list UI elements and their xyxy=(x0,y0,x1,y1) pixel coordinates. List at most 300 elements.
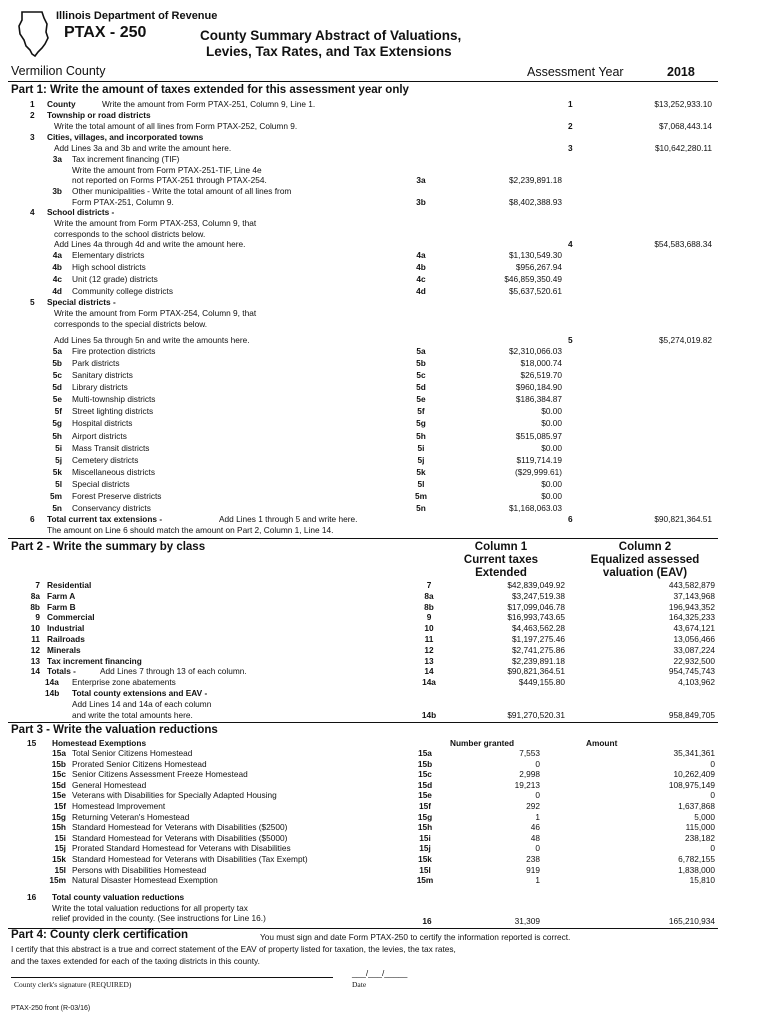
line-description: Fire protection districts xyxy=(72,346,156,356)
part1-line xyxy=(0,274,770,285)
line-label: 15k xyxy=(52,854,66,864)
line-16-instruction-2: relief provided in the county. (See instructions for Line 16.) xyxy=(52,913,266,923)
line-description: Forest Preserve districts xyxy=(72,491,162,501)
line-number: 15 xyxy=(27,738,37,748)
line-ref: 5h xyxy=(416,431,426,441)
line-value: $8,402,388.93 xyxy=(508,197,562,207)
column2-value: 443,582,879 xyxy=(668,580,715,590)
date-label: Date xyxy=(352,980,367,989)
line-ref: 15m xyxy=(416,875,434,886)
part3-line xyxy=(0,759,770,770)
line-ref: 3a xyxy=(416,175,426,185)
column1-value: $16,993,743.65 xyxy=(507,612,565,623)
part3-line xyxy=(0,801,770,812)
signature-label: County clerk's signature (REQUIRED) xyxy=(14,980,132,989)
total-value: $13,252,933.10 xyxy=(654,99,712,109)
form-revision: PTAX-250 front (R-03/16) xyxy=(11,1005,91,1012)
line-ref: 4c xyxy=(416,274,426,284)
signature-line[interactable] xyxy=(11,977,333,978)
part3-line xyxy=(0,790,770,801)
certification-text-2: and the taxes extended for each of the taxing districts in this county. xyxy=(11,956,260,966)
column2-value: 22,932,500 xyxy=(673,655,715,666)
line-description: Library districts xyxy=(72,382,128,392)
line-16 xyxy=(0,916,770,927)
line-number: 1 xyxy=(30,99,35,109)
line-16-title xyxy=(0,892,770,903)
line-label: 4b xyxy=(52,262,62,272)
part2-line xyxy=(0,591,770,602)
line-ref: 5n xyxy=(416,503,426,513)
line-ref: 14a xyxy=(422,677,436,687)
column2-header-l1: Column 2 xyxy=(618,541,672,553)
amount-value: 1,637,868 xyxy=(678,801,715,811)
amount-header: Amount xyxy=(586,738,618,748)
part1-line xyxy=(0,455,770,466)
line-ref: 3b xyxy=(416,197,426,207)
line-value: $0.00 xyxy=(541,491,562,501)
total-value: $54,583,688.34 xyxy=(654,239,712,249)
amount-value: 0 xyxy=(710,758,715,769)
line-ref: 15e xyxy=(418,790,432,801)
line-ref: 9 xyxy=(426,612,432,623)
number-granted-value: 31,309 xyxy=(514,916,540,926)
line-label: 5b xyxy=(52,358,62,368)
column2-value: 4,103,962 xyxy=(678,677,715,687)
part1-line xyxy=(0,218,770,229)
line-ref: 5c xyxy=(416,370,426,380)
line-description: Total Senior Citizens Homestead xyxy=(72,748,193,758)
line-ref: 16 xyxy=(422,916,432,926)
part2-line xyxy=(0,666,770,677)
column2-header-l2: Equalized assessed xyxy=(590,554,700,566)
line-ref: 5f xyxy=(417,406,425,416)
line-label: 5d xyxy=(52,382,62,392)
line-ref: 5l xyxy=(417,479,425,489)
line-value: $119,714.19 xyxy=(516,455,562,465)
line-label: Totals - xyxy=(47,666,76,677)
amount-value: 5,000 xyxy=(694,811,715,822)
total-value: $5,274,019.82 xyxy=(658,335,712,345)
part1-line xyxy=(0,467,770,478)
line-number: 8a xyxy=(30,590,40,601)
line-ref: 5g xyxy=(416,418,426,428)
part3-line xyxy=(0,769,770,780)
line-description: Add Lines 3a and 3b and write the amount here. xyxy=(54,143,232,153)
line-description: not reported on Forms PTAX-251 through PTAX-254. xyxy=(72,175,267,185)
line-label: Railroads xyxy=(47,634,85,644)
part3-heading: Part 3 - Write the valuation reductions xyxy=(11,724,218,736)
number-granted-value: 1 xyxy=(535,875,540,886)
line-number: 13 xyxy=(30,655,40,666)
part1-line xyxy=(0,394,770,405)
line-description: General Homestead xyxy=(72,779,147,790)
line-description: Natural Disaster Homestead Exemption xyxy=(72,875,218,886)
total-value: $10,642,280.11 xyxy=(654,143,712,153)
number-granted-value: 19,213 xyxy=(514,779,540,790)
line-label: 5n xyxy=(52,503,62,513)
line-number: 7 xyxy=(35,580,40,590)
assessment-year-value: 2018 xyxy=(667,65,695,79)
line-label: 15c xyxy=(52,769,66,780)
line-value: $1,168,063.03 xyxy=(508,503,562,513)
part1-line xyxy=(0,358,770,369)
line-description: Multi-township districts xyxy=(72,394,156,404)
line-ref: 5d xyxy=(416,382,426,392)
line-ref: 12 xyxy=(424,644,434,655)
line-value: $2,310,066.03 xyxy=(508,346,562,356)
line-ref: 5a xyxy=(416,346,426,356)
part1-heading: Part 1: Write the amount of taxes extended for this assessment year only xyxy=(11,84,409,96)
line-number: 10 xyxy=(30,623,40,634)
line-label: Township or road districts xyxy=(47,110,151,120)
line-ref: 7 xyxy=(426,580,432,590)
line-label: Industrial xyxy=(47,623,85,634)
line-description: Elementary districts xyxy=(72,250,145,260)
amount-value: 1,838,000 xyxy=(678,864,715,875)
line-description: Form PTAX-251, Column 9. xyxy=(72,197,174,207)
number-granted-value: 0 xyxy=(535,758,540,769)
part3-line xyxy=(0,822,770,833)
total-line-ref: 5 xyxy=(568,335,573,345)
part1-line xyxy=(0,406,770,417)
column2-value: 13,056,466 xyxy=(673,634,715,644)
part1-line xyxy=(0,308,770,319)
line-label: 5i xyxy=(55,443,62,453)
part1-line xyxy=(0,370,770,381)
line-number: 6 xyxy=(30,514,35,524)
total-value: $7,068,443.14 xyxy=(658,121,712,131)
column1-value: $449,155.80 xyxy=(518,677,565,687)
amount-value: 0 xyxy=(710,843,715,854)
line-description: Prorated Senior Citizens Homestead xyxy=(72,758,207,769)
column1-value: $3,247,519.38 xyxy=(511,590,565,601)
line-description: Tax increment financing (TIF) xyxy=(72,154,180,164)
line-label: Tax increment financing xyxy=(47,655,142,666)
line-ref: 14b xyxy=(421,710,437,720)
column2-value: 954,745,743 xyxy=(668,666,715,677)
part3-line xyxy=(0,748,770,759)
department-name: Illinois Department of Revenue xyxy=(56,10,218,22)
part1-line xyxy=(0,110,770,121)
line-ref: 15k xyxy=(418,854,432,864)
line-description: corresponds to the school districts below. xyxy=(54,229,206,239)
date-field[interactable]: ___/___/_____ xyxy=(352,968,408,978)
part1-line xyxy=(0,297,770,308)
part2-line xyxy=(0,623,770,634)
line-label: County xyxy=(47,99,76,109)
number-granted-value: 919 xyxy=(526,864,540,875)
number-granted-value: 238 xyxy=(526,854,540,864)
part1-line xyxy=(0,479,770,490)
line-6-total xyxy=(0,514,770,525)
number-granted-value: 1 xyxy=(535,811,540,822)
part1-line xyxy=(0,346,770,357)
line-value: $5,637,520.61 xyxy=(508,286,562,296)
line-number: 14 xyxy=(30,666,40,677)
line-value: $1,130,549.30 xyxy=(508,250,562,260)
part1-line xyxy=(0,250,770,261)
form-title-line2: Levies, Tax Rates, and Tax Extensions xyxy=(206,44,452,59)
column2-header-l3: valuation (EAV) xyxy=(602,567,688,579)
line-6-note: The amount on Line 6 should match the amount on Part 2, Column 1, Line 14. xyxy=(47,525,334,535)
column1-value: $91,270,520.31 xyxy=(507,710,565,720)
line-label: Special districts - xyxy=(47,297,116,307)
line-description: Unit (12 grade) districts xyxy=(72,274,158,284)
line-description: Enterprise zone abatements xyxy=(72,677,176,687)
line-ref: 15f xyxy=(419,801,431,811)
line-label: 4d xyxy=(52,286,62,296)
line-label: 5g xyxy=(52,418,62,428)
line-description: Conservancy districts xyxy=(72,503,151,513)
certification-note: You must sign and date Form PTAX-250 to certify the information reported is correct. xyxy=(260,932,571,942)
part1-line xyxy=(0,175,770,186)
part1-line xyxy=(0,418,770,429)
line-ref: 15l xyxy=(419,864,431,875)
line-label: 15a xyxy=(52,748,66,758)
part1-line xyxy=(0,491,770,502)
column2-value: 958,849,705 xyxy=(668,710,715,720)
header-rule xyxy=(8,81,718,82)
line-ref: 10 xyxy=(424,623,434,634)
part2-rule xyxy=(8,722,718,723)
total-line-ref: 4 xyxy=(568,239,573,249)
line-ref: 15a xyxy=(418,748,432,758)
column1-value: $90,821,364.51 xyxy=(507,666,565,677)
line-ref: 8b xyxy=(424,601,434,612)
line-description: Veterans with Disabilities for Specially Adapted Housing xyxy=(72,790,277,801)
part3-line xyxy=(0,833,770,844)
line-ref: 8a xyxy=(424,590,434,601)
line-ref: 14 xyxy=(424,666,434,677)
line-number: 11 xyxy=(31,634,40,644)
line-label: 5m xyxy=(50,491,62,501)
form-title-line1: County Summary Abstract of Valuations, xyxy=(200,28,462,43)
line-description: Sanitary districts xyxy=(72,370,133,380)
column1-header-l1: Column 1 xyxy=(474,541,528,553)
part2-line xyxy=(0,612,770,623)
line-label: School districts - xyxy=(47,207,115,217)
line-label: 5a xyxy=(52,346,62,356)
amount-value: 15,810 xyxy=(689,875,715,886)
amount-value: 115,000 xyxy=(685,822,715,833)
part1-line xyxy=(0,239,770,250)
line-description: Community college districts xyxy=(72,286,173,296)
line-description: Airport districts xyxy=(72,431,127,441)
illinois-state-logo xyxy=(16,10,52,58)
amount-value: 6,782,155 xyxy=(678,854,715,864)
line-ref: 4a xyxy=(416,250,426,260)
line-description: Total county valuation reductions xyxy=(52,892,185,902)
line-description: Write the amount from Form PTAX-251-TIF, Line 4e xyxy=(72,165,262,175)
line-description: Senior Citizens Assessment Freeze Homestead xyxy=(72,769,248,780)
line-description: Special districts xyxy=(72,479,130,489)
line-value: $0.00 xyxy=(541,443,562,453)
line-value: $956,267.94 xyxy=(515,262,562,272)
line-ref: 15d xyxy=(417,779,433,790)
column1-value: $42,839,049.92 xyxy=(507,580,565,590)
line-6-instruction: Add Lines 1 through 5 and write here. xyxy=(219,514,358,524)
part1-line xyxy=(0,431,770,442)
line-description: Homestead Improvement xyxy=(72,801,166,811)
line-14a xyxy=(0,677,770,688)
line-description: Total county extensions and EAV - xyxy=(72,688,208,698)
amount-value: 238,182 xyxy=(685,832,715,843)
number-granted-value: 0 xyxy=(535,790,540,801)
number-granted-header: Number granted xyxy=(450,738,515,748)
line-description: and write the total amounts here. xyxy=(72,710,193,720)
line-number: 16 xyxy=(27,892,37,902)
amount-value: 35,341,361 xyxy=(673,748,715,758)
line-label: 5c xyxy=(52,370,62,380)
column1-header-l2: Current taxes xyxy=(463,554,539,566)
line-label: 3a xyxy=(52,154,62,164)
line-label: 4a xyxy=(52,250,62,260)
number-granted-value: 292 xyxy=(526,801,540,811)
total-line-ref: 2 xyxy=(568,121,573,131)
line-ref: 5m xyxy=(415,491,427,501)
part1-line xyxy=(0,186,770,197)
column1-value: $2,239,891.18 xyxy=(511,655,565,666)
line-ref: 4b xyxy=(416,262,426,272)
line-label: 5j xyxy=(55,455,62,465)
part3-line xyxy=(0,780,770,791)
line-label: Farm A xyxy=(47,590,76,601)
line-value: $2,239,891.18 xyxy=(508,175,562,185)
line-ref: 5b xyxy=(416,358,426,368)
line-description: Add Lines 7 through 13 of each column. xyxy=(100,666,247,677)
line-description: Other municipalities - Write the total amount of all lines from xyxy=(72,186,292,196)
line-14b xyxy=(0,710,770,721)
line-description: Write the total amount of all lines from Form PTAX-252, Column 9. xyxy=(54,121,298,131)
line-description: Standard Homestead for Veterans with Disabilities ($2500) xyxy=(72,822,288,833)
line-ref: 5k xyxy=(416,467,426,477)
line-label: Minerals xyxy=(47,644,81,655)
line-label: 15f xyxy=(54,801,66,811)
county-name: Vermilion County xyxy=(11,64,106,78)
line-description: Hospital districts xyxy=(72,418,133,428)
number-granted-value: 0 xyxy=(535,843,540,854)
line-number: 5 xyxy=(30,297,35,307)
line-number: 4 xyxy=(30,207,35,217)
part1-line xyxy=(0,335,770,346)
line-description: Persons with Disabilities Homestead xyxy=(72,864,207,875)
line-description: Homestead Exemptions xyxy=(52,738,147,748)
part1-line xyxy=(0,319,770,330)
line-label: 4c xyxy=(52,274,62,284)
part2-heading: Part 2 - Write the summary by class xyxy=(11,541,206,553)
part1-line xyxy=(0,132,770,143)
line-description: Standard Homestead for Veterans with Disabilities ($5000) xyxy=(72,832,288,843)
part2-line xyxy=(0,634,770,645)
line-label: 15j xyxy=(54,843,66,854)
part3-line xyxy=(0,875,770,886)
amount-value: 108,975,149 xyxy=(668,779,715,790)
number-granted-value: 2,998 xyxy=(519,769,540,780)
line-label: 15l xyxy=(54,864,66,875)
line-value: $46,859,350.49 xyxy=(504,274,562,284)
line-label: 5h xyxy=(52,431,62,441)
line-6-value: $90,821,364.51 xyxy=(654,514,712,524)
line-value: ($29,999.61) xyxy=(514,467,562,477)
part2-line xyxy=(0,645,770,656)
amount-value: 165,210,934 xyxy=(668,916,715,926)
column1-value: $1,197,275.46 xyxy=(511,634,565,644)
line-ref: 4d xyxy=(416,286,426,296)
column2-value: 196,943,352 xyxy=(668,601,715,612)
line-number: 2 xyxy=(30,110,35,120)
line-label: 15h xyxy=(51,822,66,833)
line-label: 15d xyxy=(51,779,66,790)
line-value: $26,519.70 xyxy=(520,370,562,380)
line-description: Write the amount from Form PTAX-254, Column 9, that xyxy=(54,308,257,318)
line-description: Standard Homestead for Veterans with Disabilities (Tax Exempt) xyxy=(72,854,308,864)
line-number: 8b xyxy=(30,601,40,612)
number-granted-value: 46 xyxy=(530,822,540,833)
column2-value: 164,325,233 xyxy=(668,612,715,623)
line-label: 15i xyxy=(54,832,66,843)
line-label: 3b xyxy=(52,186,62,196)
column1-value: $2,741,275.86 xyxy=(511,644,565,655)
line-number: 12 xyxy=(30,644,40,655)
part3-line xyxy=(0,843,770,854)
line-ref: 5j xyxy=(417,455,425,465)
line-16-instruction-1: Write the total valuation reductions for all property tax xyxy=(52,903,248,913)
line-label: Commercial xyxy=(47,612,95,623)
part1-line xyxy=(0,207,770,218)
part1-line xyxy=(0,121,770,132)
amount-value: 0 xyxy=(710,790,715,801)
line-ref: 15g xyxy=(417,811,433,822)
line-14b-title xyxy=(0,688,770,699)
part2-line xyxy=(0,602,770,613)
line-14b-instruction-1: Add Lines 14 and 14a of each column xyxy=(72,699,212,709)
line-description: Add Lines 4a through 4d and write the amount here. xyxy=(54,239,246,249)
column2-value: 33,087,224 xyxy=(673,644,715,655)
column2-value: 43,674,121 xyxy=(673,623,715,634)
line-label: 5l xyxy=(55,479,62,489)
column1-value: $17,099,046.78 xyxy=(507,601,565,612)
line-description: Park districts xyxy=(72,358,120,368)
part3-line xyxy=(0,854,770,865)
column2-value: 37,143,968 xyxy=(673,590,715,601)
line-label: 15m xyxy=(49,875,66,886)
line-ref: 6 xyxy=(568,514,573,524)
line-ref: 11 xyxy=(424,634,434,644)
line-ref: 15j xyxy=(419,843,431,854)
line-label: 15g xyxy=(51,811,66,822)
form-id: PTAX - 250 xyxy=(64,24,147,41)
line-description: Prorated Standard Homestead for Veterans with Disabilities xyxy=(72,843,291,854)
line-ref: 15h xyxy=(417,822,433,833)
line-description: Mass Transit districts xyxy=(72,443,150,453)
part1-line xyxy=(0,262,770,273)
number-granted-value: 7,553 xyxy=(519,748,540,758)
part1-line xyxy=(0,286,770,297)
line-description: Write the amount from Form PTAX-251, Column 9, Line 1. xyxy=(102,99,316,109)
line-label: Farm B xyxy=(47,601,76,612)
part2-line xyxy=(0,580,770,591)
part1-line xyxy=(0,154,770,165)
line-number: 9 xyxy=(35,612,40,623)
line-value: $18,000.74 xyxy=(520,358,562,368)
line-value: $0.00 xyxy=(541,406,562,416)
line-6-label: Total current tax extensions - xyxy=(47,514,163,524)
line-value: $0.00 xyxy=(541,418,562,428)
line-label: 14b xyxy=(45,688,60,698)
line-description: corresponds to the special districts below. xyxy=(54,319,208,329)
line-description: Add Lines 5a through 5n and write the amounts here. xyxy=(54,335,250,345)
part3-line xyxy=(0,865,770,876)
